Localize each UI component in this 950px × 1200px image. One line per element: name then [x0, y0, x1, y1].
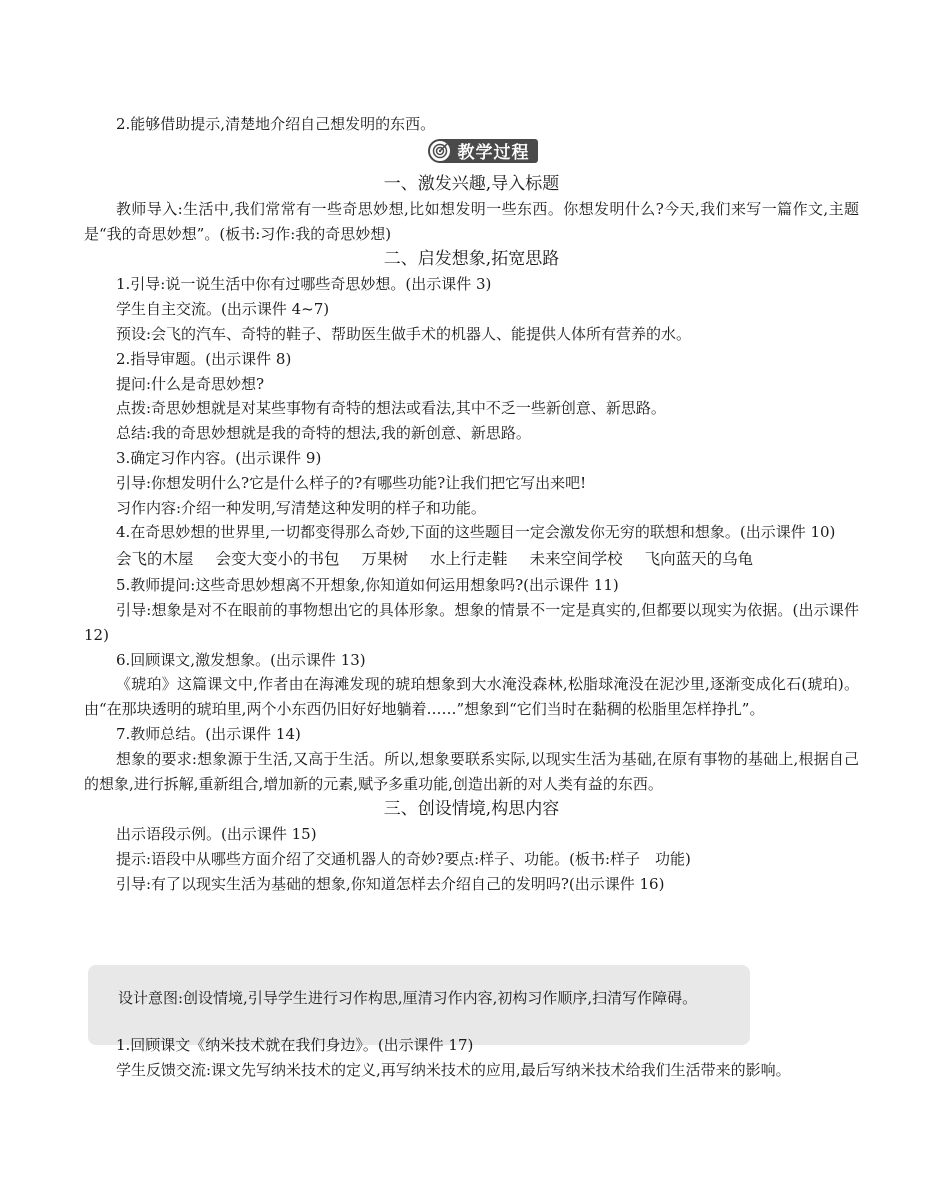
part2-line: 点拨:奇思妙想就是对某些事物有奇特的想法或看法,其中不乏一些新创意、新思路。 — [116, 399, 666, 418]
topic-list — [84, 545, 859, 573]
section-badge — [438, 139, 538, 163]
part2-line: 6.回顾课文,激发想象。(出示课件 13) — [116, 650, 366, 669]
part2-line: 2.指导审题。(出示课件 8) — [116, 349, 292, 368]
tail-line: 1.回顾课文《纳米技术就在我们身边》。(出示课件 17) — [116, 1036, 474, 1054]
part3-heading: 三、创设情境,构思内容 — [383, 799, 560, 820]
part1-heading: 一、激发兴趣,导入标题 — [383, 173, 560, 194]
part2-line: 《琥珀》这篇课文中,作者由在海滩发现的琥珀想象到大水淹没森林,松脂球淹没在泥沙里,逐渐变成化石(琥珀)。由“在那块透明的琥珀里,两个小东西仍旧好好地躺着……”想象到“它们当时在黏稠的松脂里怎样挣扎”。 — [84, 675, 859, 719]
part2-line: 习作内容:介绍一种发明,写清楚这种发明的样子和功能。 — [116, 498, 486, 517]
design-intent-text: 设计意图:创设情境,引导学生进行习作构思,厘清习作内容,初构习作顺序,扫清写作障碍。 — [118, 989, 698, 1007]
part2-line: 3.确定习作内容。(出示课件 9) — [116, 448, 322, 467]
target-icon — [428, 139, 452, 163]
lesson-body — [84, 112, 859, 897]
topic-item: 会变大变小的书包 — [215, 550, 340, 569]
part2-heading: 二、启发想象,拓宽思路 — [383, 249, 560, 270]
objective-item-2: 2.能够借助提示,清楚地介绍自己想发明的东西。 — [116, 115, 436, 133]
part2-line: 引导:想象是对不在眼前的事物想出它的具体形象。想象的情景不一定是真实的,但都要以现实为依据。(出示课件 12) — [84, 600, 859, 644]
topic-item: 会飞的木屋 — [116, 550, 194, 569]
topic-item: 万果树 — [361, 550, 409, 569]
topic-item: 飞向蓝天的乌龟 — [644, 550, 754, 569]
part2-line: 预设:会飞的汽车、奇特的鞋子、帮助医生做手术的机器人、能提供人体所有营养的水。 — [116, 324, 692, 343]
part2-line: 1.引导:说一说生活中你有过哪些奇思妙想。(出示课件 3) — [116, 275, 492, 294]
part2-line: 5.教师提问:这些奇思妙想离不开想象,你知道如何运用想象吗?(出示课件 11) — [116, 576, 619, 595]
part2-line: 学生自主交流。(出示课件 4~7) — [116, 300, 330, 319]
part3-line: 出示语段示例。(出示课件 15) — [116, 825, 317, 844]
part3-line: 提示:语段中从哪些方面介绍了交通机器人的奇妙?要点:样子、功能。(板书:样子 功能) — [116, 850, 691, 869]
part2-line: 总结:我的奇思妙想就是我的奇特的想法,我的新创意、新思路。 — [116, 424, 531, 443]
part1-paragraph: 教师导入:生活中,我们常常有一些奇思妙想,比如想发明一些东西。你想发明什么?今天,我们来写一篇作文,主题是“我的奇思妙想”。(板书:习作:我的奇思妙想) — [84, 199, 859, 243]
tail-line: 学生反馈交流:课文先写纳米技术的定义,再写纳米技术的应用,最后写纳米技术给我们生活带来的影响。 — [116, 1060, 791, 1079]
part2-line: 想象的要求:想象源于生活,又高于生活。所以,想象要联系实际,以现实生活为基础,在原有事物的基础上,根据自己的想象,进行拆解,重新组合,增加新的元素,赋予多重功能,创造出新的对人类有益的东西。 — [84, 749, 859, 793]
part2-line: 7.教师总结。(出示课件 14) — [116, 724, 301, 743]
section-badge-wrap — [84, 137, 859, 167]
part2-line: 提问:什么是奇思妙想? — [116, 374, 265, 393]
topic-item: 未来空间学校 — [529, 550, 623, 569]
part3-line: 引导:有了以现实生活为基础的想象,你知道怎样去介绍自己的发明吗?(出示课件 16) — [116, 874, 665, 893]
tail-section — [84, 1033, 859, 1083]
section-badge-label: 教学过程 — [457, 143, 530, 164]
part2-line: 引导:你想发明什么?它是什么样子的?有哪些功能?让我们把它写出来吧! — [116, 473, 587, 492]
topic-item: 水上行走鞋 — [430, 550, 508, 569]
part2-line: 4.在奇思妙想的世界里,一切都变得那么奇妙,下面的这些题目一定会激发你无穷的联想和想象。(出示课件 10) — [116, 523, 836, 542]
